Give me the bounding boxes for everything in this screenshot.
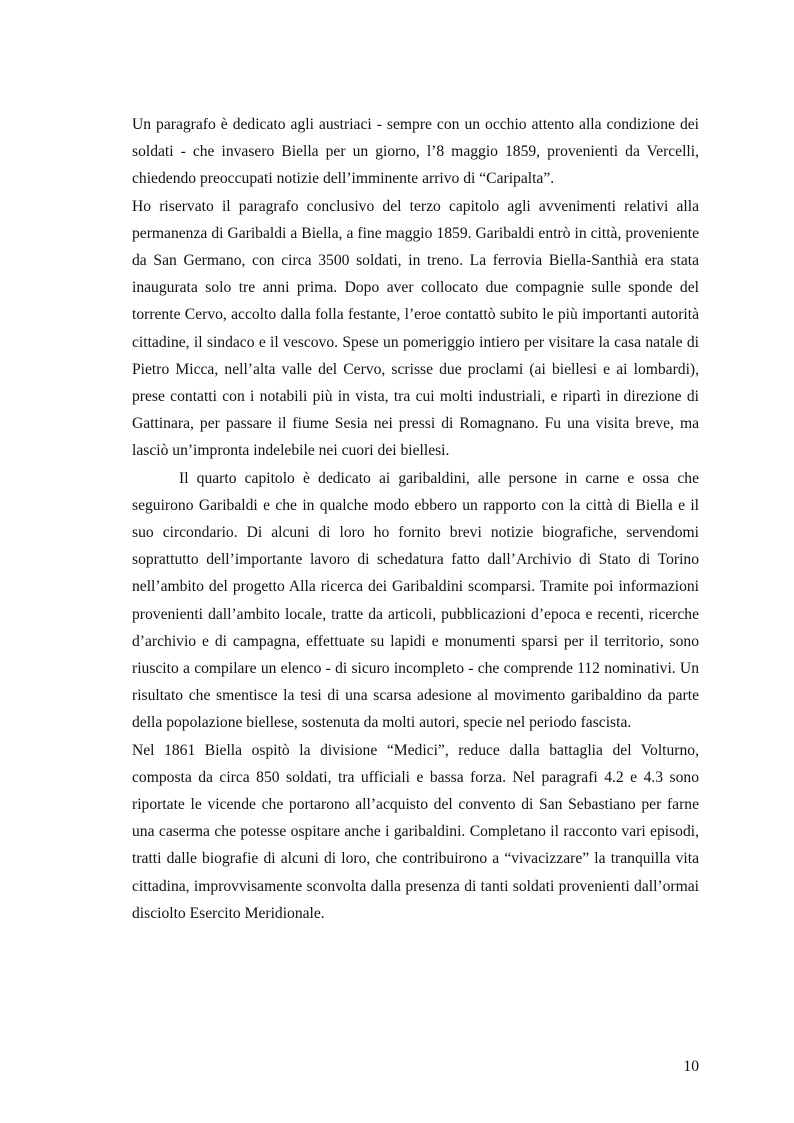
paragraph-quarto-capitolo: Il quarto capitolo è dedicato ai garibaldini, alle persone in carne e ossa che seguirono Garibaldi e che in qualche modo ebbero un rapporto con la città di Biella e il suo circondario. Di alcuni di loro ho fornito brevi notizie biografiche, servendomi soprattutto dell’importante lavoro di schedatura fatto dall’Archivio di Stato di Torino nell’ambito del progetto Alla ricerca dei Garibaldini scomparsi. Tramite poi informazioni provenienti dall’ambito locale, tratte da articoli, pubblicazioni d’epoca e recenti, ricerche d’archivio e di campagna, effettuate su lapidi e monumenti sparsi per il territorio, sono riuscito a compilare un elenco - di sicuro incompleto - che comprende 112 nominativi. Un risultato che smentisce la tesi di una scarsa adesione al movimento garibaldino da parte della popolazione biellese, sostenuta da molti autori, specie nel periodo fascista.	[132, 469, 699, 732]
paragraph-garibaldi-biella: Ho riservato il paragrafo conclusivo del terzo capitolo agli avvenimenti relativi alla permanenza di Garibaldi a Biella, a fine maggio 1859. Garibaldi entrò in città, proveniente da San Germano, con circa 3500 soldati, in treno. La ferrovia Biella-Santhià era stata inaugurata solo tre anni prima. Dopo aver collocato due compagnie sulle sponde del torrente Cervo, accolto dalla folla festante, l’eroe contattò subito le più importanti autorità cittadine, il sindaco e il vescovo. Spese un pomeriggio intiero per visitare la casa natale di Pietro Micca, nell’alta valle del Cervo, scrisse due proclami (ai biellesi e ai lombardi), prese contatti con i notabili più in vista, tra cui molti industriali, e ripartì in direzione di Gattinara, per passare il fiume Sesia nei pressi di Romagnano. Fu una visita breve, ma lasciò un’impronta indelebile nei cuori dei biellesi.	[132, 197, 699, 460]
document-body	[132, 111, 699, 927]
page-number: 10	[683, 1058, 699, 1075]
paragraph-austriaci: Un paragrafo è dedicato agli austriaci - sempre con un occhio attento alla condizione dei soldati - che invasero Biella per un giorno, l’8 maggio 1859, provenienti da Vercelli, chiedendo preoccupati notizie dell’imminente arrivo di “Caripalta”.	[132, 116, 699, 188]
paragraph-divisione-medici: Nel 1861 Biella ospitò la divisione “Medici”, reduce dalla battaglia del Volturno, composta da circa 850 soldati, tra ufficiali e bassa forza. Nel paragrafi 4.2 e 4.3 sono riportate le vicende che portarono all’acquisto del convento di San Sebastiano per farne una caserma che potesse ospitare anche i garibaldini. Completano il racconto vari episodi, tratti dalle biografie di alcuni di loro, che contribuirono a “vivacizzare” la tranquilla vita cittadina, improvvisamente sconvolta dalla presenza di tanti soldati provenienti dall’ormai disciolto Esercito Meridionale.	[132, 741, 699, 922]
